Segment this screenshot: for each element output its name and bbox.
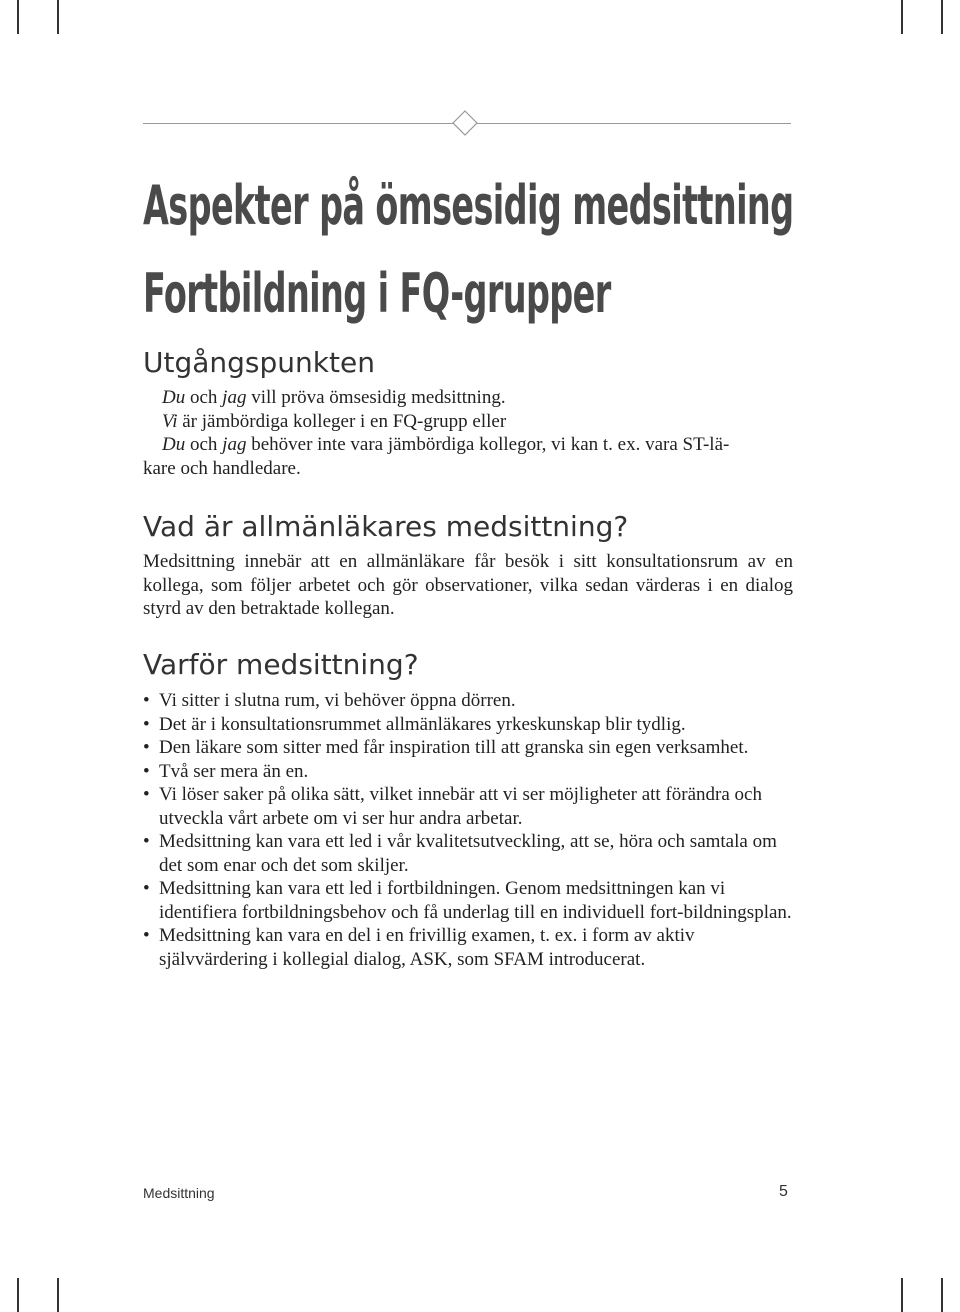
page-title-line-2: Fortbildning i FQ-grupper — [143, 262, 611, 325]
bullet-icon: • — [143, 784, 150, 805]
crop-mark-top-left-v2 — [17, 0, 19, 34]
bullet-icon: • — [143, 925, 150, 946]
bullet-icon: • — [143, 690, 150, 711]
section-heading-vad-ar-medsittning: Vad är allmänläkares medsittning? — [143, 510, 629, 543]
list-item: • Vi löser saker på olika sätt, vilket innebär att vi ser möjligheter att förändra och utveckla vårt arbete om vi ser hur andra arbetar. — [143, 784, 762, 829]
crop-mark-bottom-left-v2 — [17, 1278, 19, 1312]
text-line: Du och jag vill pröva ömsesidig medsittning. — [162, 387, 506, 408]
crop-mark-top-left-v — [57, 0, 59, 34]
crop-mark-top-right-v — [901, 0, 903, 34]
diamond-ornament-icon — [452, 110, 478, 136]
section-utgangspunkten-text — [143, 386, 793, 480]
reasons-list — [143, 689, 793, 971]
list-item: • Vi sitter i slutna rum, vi behöver öppna dörren. — [143, 690, 516, 711]
text-line: Vi är jämbördiga kolleger i en FQ-grupp eller — [162, 410, 507, 432]
list-item: • Medsittning kan vara ett led i vår kvalitetsutveckling, att se, höra och samtala om det som enar och det som skiljer. — [143, 831, 777, 876]
bullet-icon: • — [143, 713, 150, 735]
page-title-line-1: Aspekter på ömsesidig medsittning — [143, 174, 794, 237]
crop-mark-bottom-right-v2 — [941, 1278, 943, 1312]
crop-mark-bottom-left-v — [57, 1278, 59, 1312]
list-item: • Den läkare som sitter med får inspiration till att granska sin egen verksamhet. — [143, 737, 749, 758]
list-item: • Två ser mera än en. — [143, 760, 309, 782]
bullet-icon: • — [143, 878, 150, 899]
section-heading-utgangspunkten: Utgångspunkten — [143, 346, 375, 379]
text-line: kare och handledare. — [143, 457, 301, 479]
list-item: • Medsittning kan vara ett led i fortbildningen. Genom medsittningen kan vi identifiera fortbildningsbehov och få underlag till en individuell fort-bildningsplan. — [143, 878, 792, 923]
bullet-icon: • — [143, 737, 150, 758]
crop-mark-top-right-v2 — [941, 0, 943, 34]
crop-mark-bottom-right-v — [901, 1278, 903, 1312]
section-vad-ar-medsittning-text: Medsittning innebär att en allmänläkare får besök i sitt konsultationsrum av en kollega, som följer arbetet och gör observationer, vilka sedan värderas i en dialog styrd av den betraktade kollegan. — [143, 551, 793, 619]
page-number: 5 — [779, 1183, 788, 1200]
list-item: • Det är i konsultationsrummet allmänläkares yrkeskunskap blir tydlig. — [143, 713, 686, 735]
text-line: Du och jag behöver inte vara jämbördiga kollegor, vi kan t. ex. vara ST-lä- — [162, 434, 730, 455]
bullet-icon: • — [143, 831, 150, 852]
list-item: • Medsittning kan vara en del i en frivillig examen, t. ex. i form av aktiv självvärdering i kollegial dialog, ASK, som SFAM introducerat. — [143, 925, 695, 970]
section-heading-varfor-medsittning: Varför medsittning? — [143, 648, 419, 681]
bullet-icon: • — [143, 760, 150, 782]
footer-label: Medsittning — [143, 1185, 215, 1201]
